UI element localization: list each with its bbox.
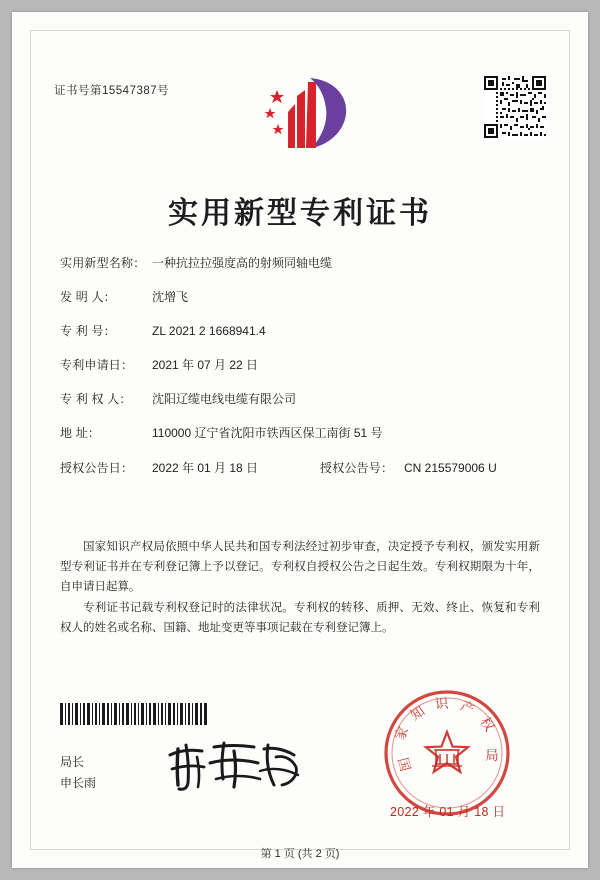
field-value: 2022 年 01 月 18 日 xyxy=(152,461,259,475)
page-footer: 第 1 页 (共 2 页) xyxy=(260,848,340,860)
field-grant-row xyxy=(60,459,540,476)
field-value: 一种抗拉拉强度高的射频同轴电缆 xyxy=(152,256,333,270)
field-label: 专 利 权 人： xyxy=(60,392,132,406)
field-value: 2021 年 07 月 22 日 xyxy=(152,358,259,372)
field-application-date xyxy=(60,357,540,374)
signer-role: 局长 xyxy=(60,755,85,769)
field-label: 专利申请日： xyxy=(60,358,134,372)
signer-name: 申长雨 xyxy=(60,776,97,790)
field-label: 专 利 号： xyxy=(60,324,116,338)
field-inventor xyxy=(60,289,540,306)
paragraph-grant-statement: 国家知识产权局依照中华人民共和国专利法经过初步审查，决定授予专利权，颁发实用新型专利证书并在专利登记簿上予以登记。专利权自授权公告之日起生效。专利权期限为十年，自申请日起算。 xyxy=(60,541,540,593)
field-label: 授权公告号： xyxy=(320,461,394,475)
field-label: 发 明 人： xyxy=(60,290,116,304)
barcode xyxy=(60,703,208,725)
certificate-page xyxy=(12,12,588,868)
certificate-number: 证书号第15547387号 xyxy=(54,85,170,97)
field-value: 110000 辽宁省沈阳市铁西区保工南街 51 号 xyxy=(152,426,383,440)
field-patentee xyxy=(60,391,540,408)
field-label: 实用新型名称： xyxy=(60,256,146,270)
field-patent-number xyxy=(60,323,540,340)
field-label: 授权公告日： xyxy=(60,461,134,475)
field-grant-number xyxy=(320,459,497,476)
seal-date: 2022 年 01 月 18 日 xyxy=(390,805,506,819)
field-list xyxy=(60,255,540,493)
cnipa-logo xyxy=(264,74,350,152)
svg-text:国: 国 xyxy=(394,756,414,774)
field-value: CN 215579006 U xyxy=(404,461,497,475)
paragraph-registry-statement: 专利证书记载专利权登记时的法律状况。专利权的转移、质押、无效、终止、恢复和专利权人的姓名或名称、国籍、地址变更等事项记载在专利登记簿上。 xyxy=(60,602,540,634)
field-value: 沈阳辽缆电线电缆有限公司 xyxy=(152,392,297,406)
field-label: 地 址： xyxy=(60,426,101,440)
field-grant-date xyxy=(60,459,320,476)
page-title: 实用新型专利证书 xyxy=(168,196,432,231)
official-seal xyxy=(382,688,512,818)
field-value: 沈增飞 xyxy=(152,290,189,304)
svg-text:家 知 识 产 权: 家 知 识 产 权 xyxy=(391,695,500,744)
field-value: ZL 2021 2 1668941.4 xyxy=(152,324,266,338)
handwritten-signature xyxy=(164,739,304,795)
signer-block xyxy=(60,752,96,794)
qr-code xyxy=(484,76,546,138)
field-address xyxy=(60,425,540,442)
field-utility-model-name xyxy=(60,255,540,272)
svg-text:局: 局 xyxy=(485,748,499,764)
